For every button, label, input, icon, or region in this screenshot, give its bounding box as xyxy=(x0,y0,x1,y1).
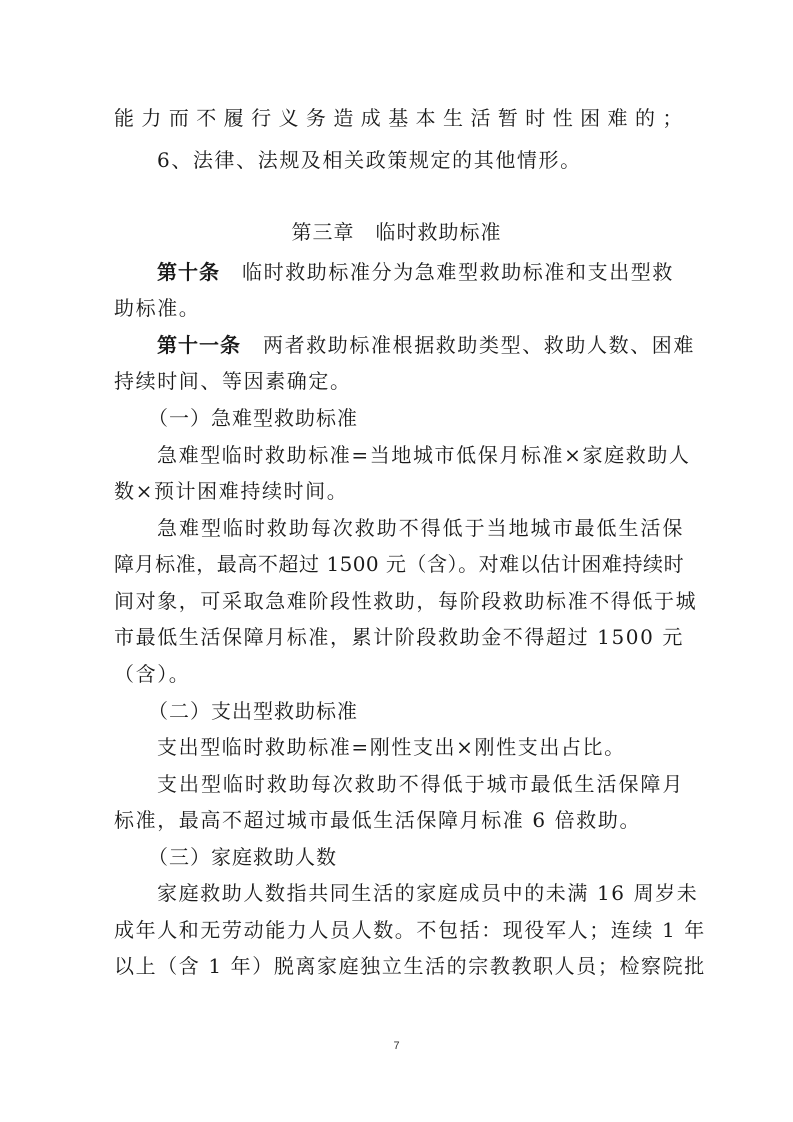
article-10-line xyxy=(157,258,684,286)
page-number: 7 xyxy=(393,1040,400,1052)
article-10-label: 第十条 xyxy=(157,260,220,284)
text-line: 市最低生活保障月标准，累计阶段救助金不得超过 1500 元 xyxy=(114,625,685,649)
article-11-text: 两者救助标准根据救助类型、救助人数、困难 xyxy=(263,333,695,357)
text-line: 以上（含 1 年）脱离家庭独立生活的宗教教职人员；检察院批 xyxy=(114,954,706,978)
text-line: （含）。 xyxy=(114,662,191,686)
text-line: 支出型临时救助标准=刚性支出×刚性支出占比。 xyxy=(157,735,626,759)
text-line: 能力而不履行义务造成基本生活暂时性困难的； xyxy=(114,106,684,130)
article-11-label: 第十一条 xyxy=(157,333,241,357)
section-heading-1: （一）急难型救助标准 xyxy=(148,406,358,430)
text-line: 标准，最高不超过城市最低生活保障月标准 6 倍救助。 xyxy=(114,808,642,832)
article-10-text: 临时救助标准分为急难型救助标准和支出型救 xyxy=(242,260,674,284)
article-11-line xyxy=(157,331,695,359)
text-line: 急难型临时救助每次救助不得低于当地城市最低生活保 xyxy=(157,516,684,540)
text-line: 支出型临时救助每次救助不得低于城市最低生活保障月 xyxy=(157,772,684,796)
text-line: 障月标准，最高不超过 1500 元（含）。对难以估计困难持续时 xyxy=(114,552,684,576)
text-line: 间对象，可采取急难阶段性救助，每阶段救助标准不得低于城 xyxy=(114,589,698,613)
text-line: 6、法律、法规及相关政策规定的其他情形。 xyxy=(157,148,582,172)
chapter-heading: 第三章 临时救助标准 xyxy=(291,220,502,244)
text-line: 成年人和无劳动能力人员人数。不包括：现役军人；连续 1 年 xyxy=(114,918,706,942)
text-line: 数×预计困难持续时间。 xyxy=(114,479,349,503)
section-heading-2: （二）支出型救助标准 xyxy=(148,699,358,723)
text-line: 持续时间、等因素确定。 xyxy=(114,369,352,393)
text-line: 家庭救助人数指共同生活的家庭成员中的未满 16 周岁未 xyxy=(157,881,699,905)
text-line: 急难型临时救助标准=当地城市低保月标准×家庭救助人 xyxy=(157,443,691,467)
text-line: 助标准。 xyxy=(114,296,201,320)
section-heading-3: （三）家庭救助人数 xyxy=(148,845,337,869)
